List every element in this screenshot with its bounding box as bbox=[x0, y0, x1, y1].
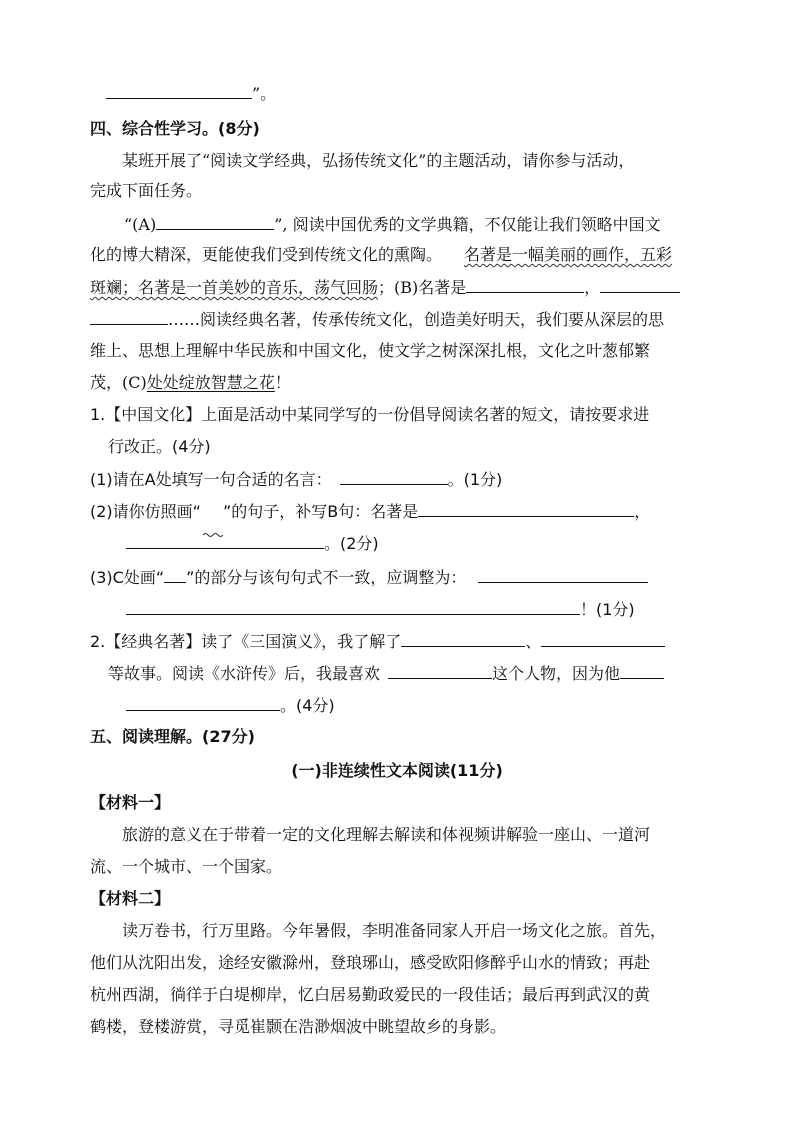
passage-line-5: 维上、思想上理解中华民族和中国文化，使文学之树深深扎根，文化之叶葱郁繁 bbox=[90, 341, 651, 360]
sub-3-prompt-mid: ”的部分与该句句式不一致，应调整为： bbox=[186, 568, 467, 587]
question-2-prompt: 2.【经典名著】读了《三国演义》，我了解了 bbox=[90, 632, 402, 651]
q2-score: 。(4分) bbox=[280, 696, 335, 715]
section-4-heading: 四、综合性学习。(8分) bbox=[90, 119, 260, 138]
underlined-phrase-c: 处处绽放智慧之花 bbox=[146, 373, 275, 392]
question-1-sub-3 bbox=[90, 566, 648, 589]
straight-line-sample bbox=[164, 566, 186, 583]
q2-reason-blank-1[interactable] bbox=[620, 662, 664, 679]
question-2-line-1 bbox=[90, 630, 665, 653]
blank-b-1[interactable] bbox=[466, 276, 584, 293]
question-2-line-2 bbox=[108, 662, 664, 685]
sub-1-score: 。(1分) bbox=[447, 470, 503, 489]
section-5-subheading: (一)非连续性文本阅读(11分) bbox=[291, 761, 503, 780]
section-4-intro-line-2: 完成下面任务。 bbox=[90, 181, 203, 200]
q2-line-2-text: 等故事。阅读《水浒传》后，我最喜欢 bbox=[108, 664, 381, 683]
question-1-sub-2-line-2 bbox=[126, 532, 379, 555]
passage-line-6 bbox=[90, 372, 291, 394]
sub-2-prompt-start: (2)请你仿照画“ bbox=[90, 502, 201, 521]
question-1-sub-2 bbox=[90, 500, 650, 523]
passage-line-1-text: ”, 阅读中国优秀的文学典籍，不仅能让我们领略中国文 bbox=[274, 215, 661, 234]
passage-exclamation: ！ bbox=[274, 373, 291, 392]
question-1-line-1: 1.【中国文化】上面是活动中某同学写的一份倡导阅读名著的短文，请按要求进 bbox=[90, 405, 650, 424]
blank-a[interactable] bbox=[156, 213, 274, 230]
sub-1-prompt: (1)请在A处填写一句合适的名言： bbox=[90, 470, 332, 489]
material-2-label: 【材料二】 bbox=[90, 889, 171, 908]
q2-story-blank-2[interactable] bbox=[541, 630, 665, 647]
q2-story-blank-1[interactable] bbox=[401, 630, 525, 647]
passage-line-2 bbox=[90, 244, 672, 266]
sub-2-answer-blank-1[interactable] bbox=[418, 500, 634, 517]
passage-line-1 bbox=[124, 213, 661, 236]
q2-character-blank[interactable] bbox=[388, 662, 492, 679]
passage-comma: ， bbox=[584, 278, 601, 297]
sub-3-prompt-start: (3)C处画“ bbox=[90, 568, 165, 587]
wavy-underlined-sentence-part-2: 斑斓；名著是一首美妙的音乐，荡气回肠 bbox=[90, 278, 379, 297]
sub-3-answer-blank-1[interactable] bbox=[478, 566, 648, 583]
passage-c-label: 茂，(C) bbox=[90, 373, 147, 392]
passage-line-2-text: 化的博大精深，更能使我们受到传统文化的熏陶。 bbox=[90, 245, 443, 264]
q2-separator: 、 bbox=[525, 632, 542, 651]
sub-3-score: ！(1分) bbox=[580, 600, 635, 619]
q2-line-2-mid: 这个人物，因为他 bbox=[492, 664, 621, 683]
passage-line-4-text: ……阅读经典名著，传承传统文化，创造美好明天，我们要从深层的思 bbox=[168, 310, 665, 329]
question-1-sub-1 bbox=[90, 468, 502, 491]
material-2-line-3: 杭州西湖，徜徉于白堤柳岸，忆白居易勤政爱民的一段佳话；最后再到武汉的黄 bbox=[90, 985, 651, 1004]
material-2-line-4: 鹤楼，登楼游赏，寻觅崔颢在浩渺烟波中眺望故乡的身影。 bbox=[90, 1017, 507, 1036]
section-4-intro-line-1: 某班开展了“阅读文学经典，弘扬传统文化”的主题活动，请你参与活动， bbox=[122, 151, 635, 170]
closing-quote: ”。 bbox=[252, 84, 277, 103]
blank-b-3[interactable] bbox=[90, 308, 168, 325]
material-1-line-2: 流、一个城市、一个国家。 bbox=[90, 857, 283, 876]
answer-blank[interactable] bbox=[106, 82, 252, 99]
passage-line-4 bbox=[90, 308, 664, 331]
sub-2-answer-blank-2[interactable] bbox=[126, 532, 324, 549]
wavy-underlined-sentence-part-1: 名著是一幅美丽的画作，五彩 bbox=[464, 245, 673, 264]
material-1-line-1: 旅游的意义在于带着一定的文化理解去解读和体视频讲解验一座山、一道河 bbox=[122, 825, 651, 844]
passage-b-label: ；(B)名著是 bbox=[378, 278, 467, 297]
sub-2-prompt-mid: ”的句子，补写B句：名著是 bbox=[222, 502, 419, 521]
sub-2-comma: ， bbox=[634, 502, 651, 521]
sub-3-answer-blank-2[interactable] bbox=[126, 598, 580, 615]
sub-2-score: 。(2分) bbox=[324, 534, 379, 553]
material-1-label: 【材料一】 bbox=[90, 793, 171, 812]
question-2-line-3 bbox=[126, 694, 335, 717]
material-2-line-1: 读万卷书，行万里路。今年暑假，李明准备同家人开启一场文化之旅。首先， bbox=[122, 921, 667, 940]
blank-b-2[interactable] bbox=[600, 276, 680, 293]
top-continuation-line bbox=[106, 82, 276, 105]
q2-reason-blank-2[interactable] bbox=[126, 694, 280, 711]
material-2-line-2: 他们从沈阳出发，途经安徽滁州，登琅琊山，感受欧阳修醉乎山水的情致；再赴 bbox=[90, 953, 651, 972]
sub-1-answer-blank[interactable] bbox=[340, 468, 448, 485]
passage-a-label: “(A) bbox=[124, 215, 157, 234]
passage-line-3 bbox=[90, 276, 680, 299]
section-5-heading: 五、阅读理解。(27分) bbox=[90, 727, 255, 746]
question-1-sub-3-line-2 bbox=[126, 598, 635, 621]
question-1-line-2: 行改正。(4分) bbox=[108, 437, 211, 456]
